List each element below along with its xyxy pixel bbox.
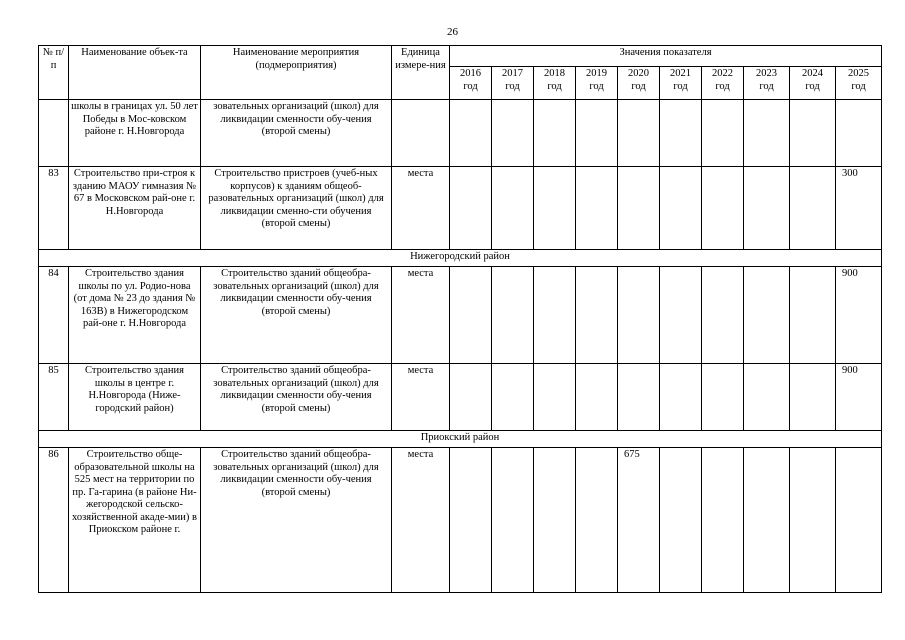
- row-value-2021: [660, 100, 702, 167]
- header-year-2021: [660, 67, 702, 100]
- header-year-suffix: год: [463, 80, 478, 92]
- row-unit: места: [392, 167, 450, 250]
- table-row: [39, 167, 882, 250]
- row-value-2024: [790, 364, 836, 431]
- row-measure: Строительство зданий общеобра-зовательных организаций (школ) для ликвидации сменности обу-чения (второй смены): [201, 364, 392, 431]
- row-value-2025: [836, 448, 882, 593]
- row-object: школы в границах ул. 50 лет Победы в Мос-ковском районе г. Н.Новгорода: [69, 100, 201, 167]
- district-row: [39, 250, 882, 267]
- header-year-suffix: год: [547, 80, 562, 92]
- header-unit: Единица измере-ния: [392, 46, 450, 100]
- header-year-2024: [790, 67, 836, 100]
- row-value-2022: [702, 100, 744, 167]
- row-value-2018: [534, 267, 576, 364]
- row-num: 83: [39, 167, 69, 250]
- indicator-table: [38, 45, 882, 593]
- row-value-2018: [534, 364, 576, 431]
- row-value-2022: [702, 267, 744, 364]
- row-value-2023: [744, 100, 790, 167]
- table-row: [39, 267, 882, 364]
- row-object: Строительство обще-образовательной школы на 525 мест на территории по пр. Га-гарина (в районе Ни-жегородской сельско-хозяйственной акаде-мии) в Приокском районе г.: [69, 448, 201, 593]
- row-num: 86: [39, 448, 69, 593]
- header-year-value: 2019: [586, 68, 607, 79]
- row-value-2024: [790, 448, 836, 593]
- district-name: Нижегородский район: [39, 250, 882, 267]
- row-object: Строительство здания школы по ул. Родио-нова (от дома № 23 до здания № 163В) в Нижегородском рай-оне г. Н.Новгорода: [69, 267, 201, 364]
- header-year-suffix: год: [759, 80, 774, 92]
- page-number: 26: [447, 26, 458, 38]
- row-value-2019: [576, 100, 618, 167]
- header-year-suffix: год: [851, 80, 866, 92]
- row-value-2016: [450, 448, 492, 593]
- row-measure: зовательных организаций (школ) для ликвидации сменности обу-чения (второй смены): [201, 100, 392, 167]
- row-object: Строительство здания школы в центре г. Н.Новгорода (Ниже-городский район): [69, 364, 201, 431]
- row-unit: места: [392, 448, 450, 593]
- row-value-2019: [576, 364, 618, 431]
- row-value-2023: [744, 364, 790, 431]
- row-measure: Строительство зданий общеобра-зовательных организаций (школ) для ликвидации сменности обу-чения (второй смены): [201, 448, 392, 593]
- row-value-2019: [576, 448, 618, 593]
- header-year-value: 2016: [460, 68, 481, 79]
- table-header: [39, 46, 882, 100]
- header-object: Наименование объек-та: [69, 46, 201, 100]
- row-value-2020: [618, 267, 660, 364]
- table-body: [39, 100, 882, 593]
- row-value-2021: [660, 364, 702, 431]
- header-year-value: 2024: [802, 68, 823, 79]
- row-num: 84: [39, 267, 69, 364]
- row-value-2021: [660, 267, 702, 364]
- row-value-2017: [492, 448, 534, 593]
- row-value-2023: [744, 448, 790, 593]
- row-value-2017: [492, 100, 534, 167]
- district-row: [39, 431, 882, 448]
- row-measure: Строительство пристроев (учеб-ных корпусов) к зданиям общеоб-разовательных организаций (школ) для ликвидации сменно-сти обучения (второй смены): [201, 167, 392, 250]
- district-name: Приокский район: [39, 431, 882, 448]
- row-value-2024: [790, 100, 836, 167]
- header-year-2022: [702, 67, 744, 100]
- header-year-2016: [450, 67, 492, 100]
- row-value-2023: [744, 167, 790, 250]
- row-unit: места: [392, 267, 450, 364]
- row-value-2019: [576, 267, 618, 364]
- row-value-2021: [660, 448, 702, 593]
- header-year-2023: [744, 67, 790, 100]
- header-year-2017: [492, 67, 534, 100]
- row-value-2016: [450, 167, 492, 250]
- row-value-2017: [492, 167, 534, 250]
- header-measure: Наименование мероприятия (подмероприятия): [201, 46, 392, 100]
- header-year-value: 2022: [712, 68, 733, 79]
- row-value-2020: [618, 100, 660, 167]
- row-value-2019: [576, 167, 618, 250]
- row-value-2025: [836, 100, 882, 167]
- row-unit: [392, 100, 450, 167]
- header-year-suffix: год: [673, 80, 688, 92]
- header-year-suffix: год: [631, 80, 646, 92]
- header-year-suffix: год: [589, 80, 604, 92]
- row-value-2018: [534, 167, 576, 250]
- header-year-value: 2017: [502, 68, 523, 79]
- header-year-suffix: год: [715, 80, 730, 92]
- row-value-2022: [702, 448, 744, 593]
- row-measure: Строительство зданий общеобра-зовательных организаций (школ) для ликвидации сменности обу-чения (второй смены): [201, 267, 392, 364]
- row-value-2022: [702, 364, 744, 431]
- table-row: [39, 364, 882, 431]
- header-values: Значения показателя: [450, 46, 882, 67]
- row-value-2021: [660, 167, 702, 250]
- header-year-2020: [618, 67, 660, 100]
- row-value-2016: [450, 364, 492, 431]
- row-value-2020: [618, 364, 660, 431]
- row-value-2024: [790, 167, 836, 250]
- row-value-2025: 900: [836, 364, 882, 431]
- table-row: [39, 100, 882, 167]
- row-value-2017: [492, 364, 534, 431]
- row-value-2022: [702, 167, 744, 250]
- row-value-2018: [534, 448, 576, 593]
- header-year-value: 2020: [628, 68, 649, 79]
- row-value-2025: 300: [836, 167, 882, 250]
- row-value-2017: [492, 267, 534, 364]
- header-year-2019: [576, 67, 618, 100]
- row-value-2018: [534, 100, 576, 167]
- header-year-value: 2023: [756, 68, 777, 79]
- header-year-value: 2018: [544, 68, 565, 79]
- row-object: Строительство при-строя к зданию МАОУ гимназия № 67 в Московском рай-оне г. Н.Новгорода: [69, 167, 201, 250]
- row-value-2016: [450, 267, 492, 364]
- row-value-2023: [744, 267, 790, 364]
- table-row: [39, 448, 882, 593]
- header-year-suffix: год: [805, 80, 820, 92]
- header-year-suffix: год: [505, 80, 520, 92]
- row-value-2020: [618, 167, 660, 250]
- header-num: № п/п: [39, 46, 69, 100]
- row-value-2020: 675: [618, 448, 660, 593]
- row-num: [39, 100, 69, 167]
- row-num: 85: [39, 364, 69, 431]
- row-value-2016: [450, 100, 492, 167]
- header-year-value: 2021: [670, 68, 691, 79]
- row-value-2024: [790, 267, 836, 364]
- header-year-value: 2025: [848, 68, 869, 79]
- row-unit: места: [392, 364, 450, 431]
- header-year-2025: [836, 67, 882, 100]
- row-value-2025: 900: [836, 267, 882, 364]
- header-year-2018: [534, 67, 576, 100]
